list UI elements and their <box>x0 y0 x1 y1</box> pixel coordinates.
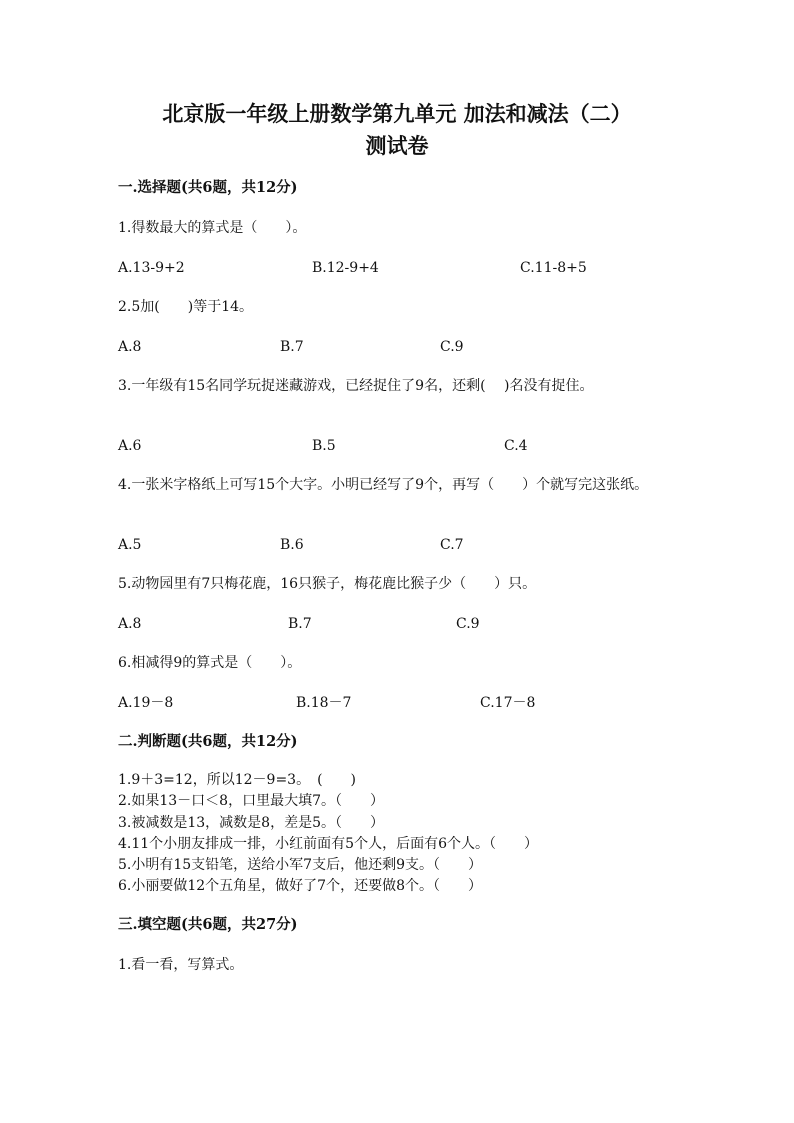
judge-item-4: 4.11个小朋友排成一排，小红前面有5个人，后面有6个人。（ ） <box>118 835 538 852</box>
option-a: A.13-9+2 <box>118 260 185 276</box>
choice-options-4 <box>118 535 678 555</box>
option-a: A.19－8 <box>118 695 174 711</box>
title-line-1: 北京版一年级上册数学第九单元 加法和减法（二） <box>162 101 632 126</box>
option-c: C.11-8+5 <box>520 260 587 276</box>
option-a: A.5 <box>118 537 142 553</box>
option-c: C.17－8 <box>480 695 536 711</box>
option-b: B.7 <box>288 616 312 632</box>
choice-question-2: 2.5加( )等于14。 <box>118 299 254 315</box>
choice-question-4: 4.一张米字格纸上可写15个大字。小明已经写了9个，再写（ ）个就写完这张纸。 <box>118 477 649 493</box>
choice-question-1: 1.得数最大的算式是（ ）。 <box>118 220 307 236</box>
option-c: C.9 <box>440 339 464 355</box>
judge-item-1: 1.9＋3=12，所以12－9=3。 ( ) <box>118 772 356 788</box>
option-c: C.4 <box>504 438 528 454</box>
judge-item-6: 6.小丽要做12个五角星，做好了7个，还要做8个。（ ） <box>118 878 482 895</box>
option-c: C.9 <box>456 616 480 632</box>
title-line-2: 测试卷 <box>365 133 429 158</box>
option-b: B.18－7 <box>296 695 352 711</box>
choice-question-6: 6.相减得9的算式是（ ）。 <box>118 655 302 671</box>
section-heading-fill: 三.填空题(共6题，共27分) <box>118 916 298 933</box>
choice-options-2 <box>118 337 678 357</box>
section-heading-choice: 一.选择题(共6题，共12分) <box>118 179 298 196</box>
choice-options-1 <box>118 258 678 278</box>
page-title <box>0 98 794 162</box>
option-b: B.6 <box>280 537 304 553</box>
fill-question-1: 1.看一看，写算式。 <box>118 957 244 973</box>
option-b: B.12-9+4 <box>312 260 379 276</box>
option-a: A.8 <box>118 616 142 632</box>
section-heading-judge: 二.判断题(共6题，共12分) <box>118 733 298 750</box>
judge-list <box>118 770 678 898</box>
choice-question-5: 5.动物园里有7只梅花鹿，16只猴子，梅花鹿比猴子少（ ）只。 <box>118 576 537 592</box>
choice-options-3 <box>118 436 678 456</box>
option-b: B.7 <box>280 339 304 355</box>
choice-options-6 <box>118 693 678 713</box>
choice-question-3: 3.一年级有15名同学玩捉迷藏游戏，已经捉住了9名，还剩( )名没有捉住。 <box>118 378 594 394</box>
judge-item-2: 2.如果13－口＜8，口里最大填7。（ ） <box>118 793 384 810</box>
option-a: A.6 <box>118 438 142 454</box>
judge-item-5: 5.小明有15支铅笔，送给小军7支后，他还剩9支。（ ） <box>118 857 482 874</box>
option-b: B.5 <box>312 438 336 454</box>
option-a: A.8 <box>118 339 142 355</box>
choice-options-5 <box>118 614 678 634</box>
option-c: C.7 <box>440 537 464 553</box>
judge-item-3: 3.被减数是13，减数是8，差是5。（ ） <box>118 814 384 831</box>
